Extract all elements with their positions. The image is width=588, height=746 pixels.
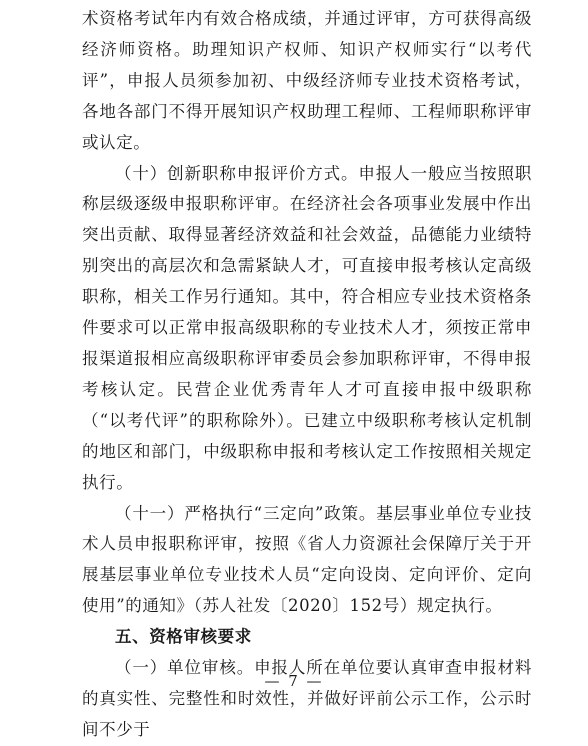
page-number: — 7 — [264,672,324,690]
paragraph-3: （十一）严格执行“三定向”政策。基层事业单位专业技术人员申报职称评审，按照《省人力资源社会保障厅关于开展基层事业单位专业技术人员“定向设岗、定向评价、定向使用”的通知》（苏人社发〔2020〕152号）规定执行。 [82,503,532,616]
paragraph-1: 术资格考试年内有效合格成绩，并通过评审，方可获得高级经济师资格。助理知识产权师、知识产权师实行“以考代评”，申报人员须参加初、中级经济师专业技术资格考试，各地各部门不得开展知识产权助理工程师、工程师职称评审或认定。 [82,9,532,152]
paragraph-4: （一）单位审核。申报人所在单位要认真审查申报材料的真实性、完整性和时效性，并做好评前公示工作，公示时间不少于 [82,658,532,739]
paragraph-2: （十）创新职称申报评价方式。申报人一般应当按照职称层级逐级申报职称评审。在经济社会各项事业发展中作出突出贡献、取得显著经济效益和社会效益，品德能力业绩特别突出的高层次和急需紧缺人才，可直接申报考核认定高级职称，相关工作另行通知。其中，符合相应专业技术资格条件要求可以正常申报高级职称的专业技术人才，须按正常申报渠道报相应高级职称评审委员会参加职称评审，不得申报考核认定。民营企业优秀青年人才可直接申报中级职称（“以考代评”的职称除外）。已建立中级职称考核认定机制的地区和部门，中级职称申报和考核认定工作按照相关规定执行。 [82,163,532,492]
section-heading: 五、资格审核要求 [115,627,252,647]
